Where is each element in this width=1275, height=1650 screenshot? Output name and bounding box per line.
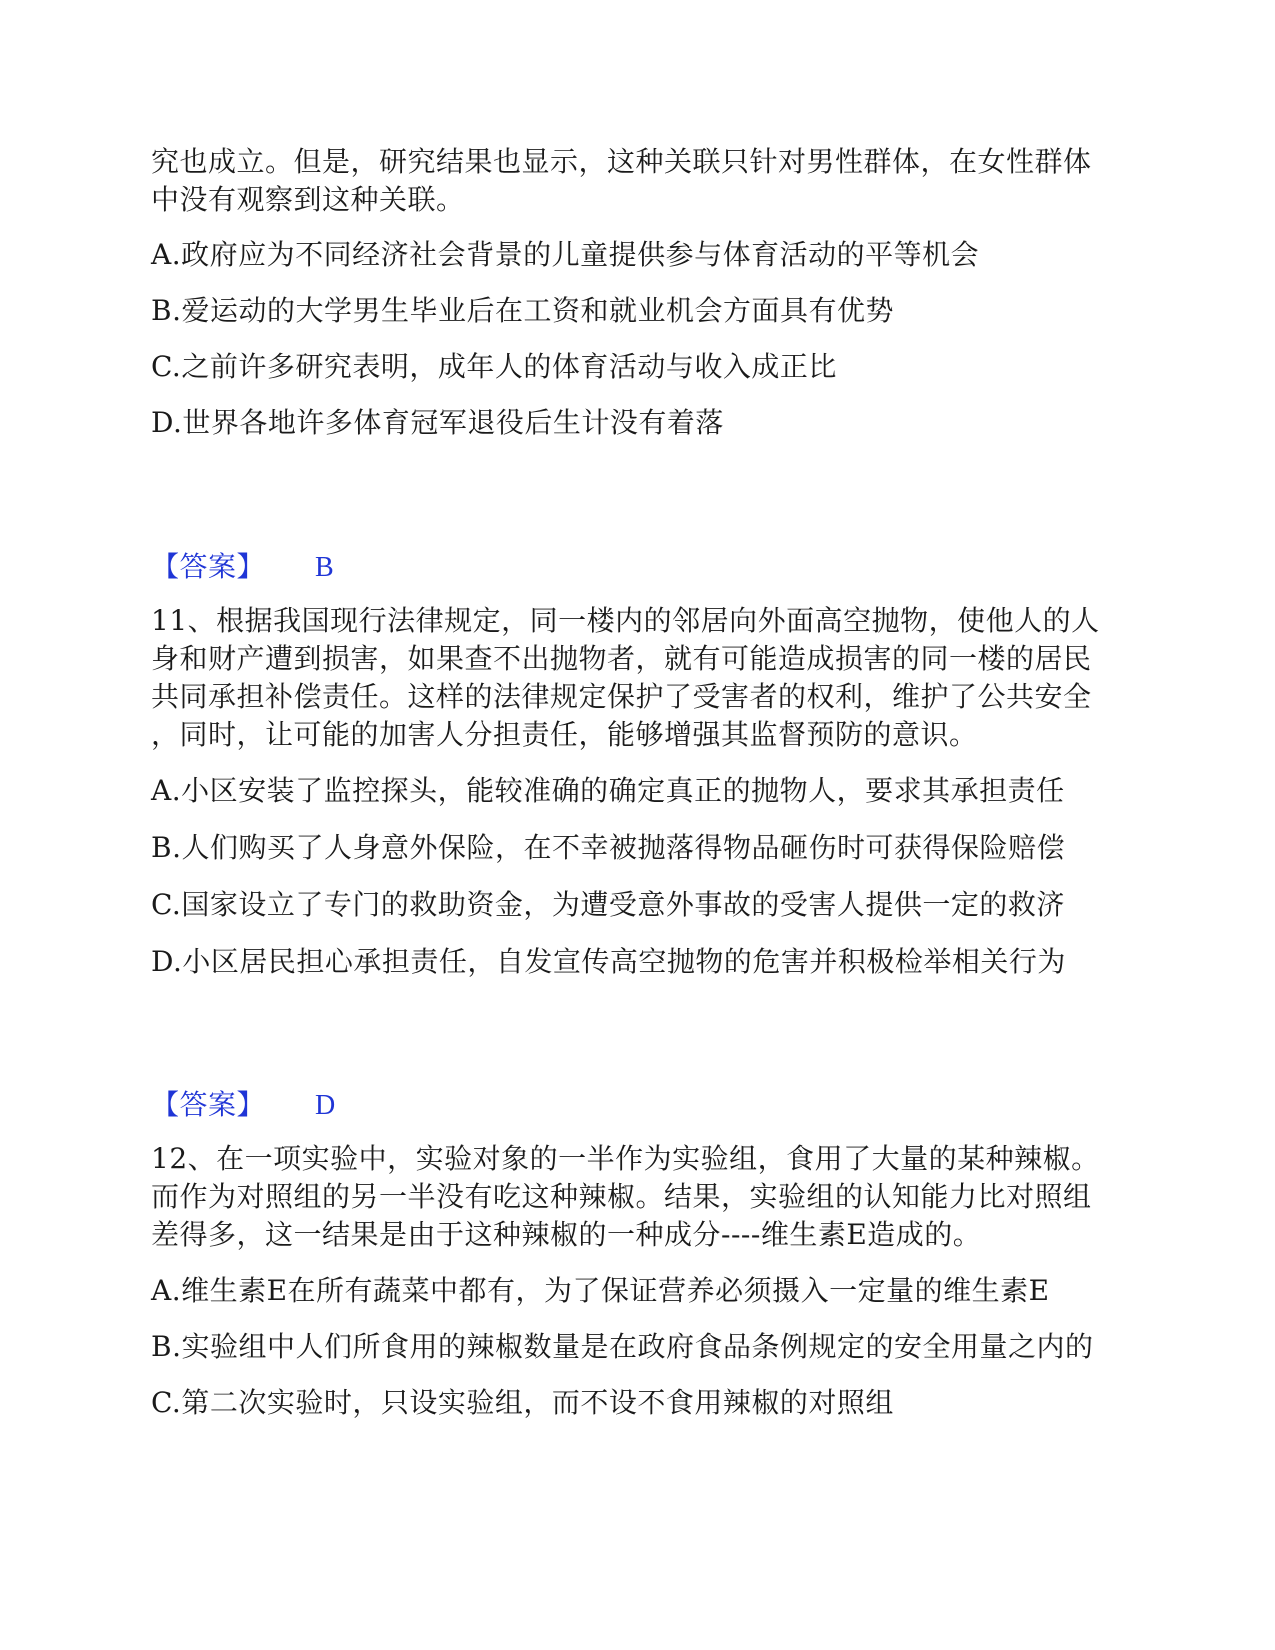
q10-stem-line-1: 究也成立。但是，研究结果也显示，这种关联只针对男性群体，在女性群体 <box>151 145 1092 178</box>
q10-option-d: D.世界各地许多体育冠军退役后生计没有着落 <box>151 406 724 439</box>
q11-option-b: B.人们购买了人身意外保险，在不幸被抛落得物品砸伤时可获得保险赔偿 <box>151 831 1065 864</box>
answer-value: B <box>315 552 335 583</box>
q11-answer <box>151 1086 336 1125</box>
q11-option-a: A.小区安装了监控探头，能较准确的确定真正的抛物人，要求其承担责任 <box>151 774 1065 807</box>
answer-value: D <box>315 1090 336 1121</box>
answer-label: 【答案】 <box>151 550 266 583</box>
q10-stem-line-2: 中没有观察到这种关联。 <box>151 183 465 216</box>
q11-stem-line-1: 11、根据我国现行法律规定，同一楼内的邻居向外面高空抛物，使他人的人 <box>151 604 1100 637</box>
q11-option-c: C.国家设立了专门的救助资金，为遭受意外事故的受害人提供一定的救济 <box>151 888 1065 921</box>
q12-stem-line-1: 12、在一项实验中，实验对象的一半作为实验组，食用了大量的某种辣椒。 <box>151 1142 1100 1175</box>
q11-stem-line-4: ，同时，让可能的加害人分担责任，能够增强其监督预防的意识。 <box>151 718 978 751</box>
q12-option-a: A.维生素E在所有蔬菜中都有，为了保证营养必须摄入一定量的维生素E <box>151 1274 1050 1307</box>
q10-option-a: A.政府应为不同经济社会背景的儿童提供参与体育活动的平等机会 <box>151 238 980 271</box>
q12-stem-line-3: 差得多，这一结果是由于这种辣椒的一种成分----维生素E造成的。 <box>151 1218 982 1251</box>
answer-label: 【答案】 <box>151 1088 266 1121</box>
q12-stem-line-2: 而作为对照组的另一半没有吃这种辣椒。结果，实验组的认知能力比对照组 <box>151 1180 1092 1213</box>
q10-option-b: B.爱运动的大学男生毕业后在工资和就业机会方面具有优势 <box>151 294 894 327</box>
q12-option-b: B.实验组中人们所食用的辣椒数量是在政府食品条例规定的安全用量之内的 <box>151 1330 1094 1363</box>
q12-option-c: C.第二次实验时，只设实验组，而不设不食用辣椒的对照组 <box>151 1386 894 1419</box>
q11-stem-line-3: 共同承担补偿责任。这样的法律规定保护了受害者的权利，维护了公共安全 <box>151 680 1092 713</box>
q11-stem-line-2: 身和财产遭到损害，如果查不出抛物者，就有可能造成损害的同一楼的居民 <box>151 642 1092 675</box>
q11-option-d: D.小区居民担心承担责任，自发宣传高空抛物的危害并积极检举相关行为 <box>151 945 1066 978</box>
q10-option-c: C.之前许多研究表明，成年人的体育活动与收入成正比 <box>151 350 837 383</box>
q10-answer <box>151 548 334 587</box>
